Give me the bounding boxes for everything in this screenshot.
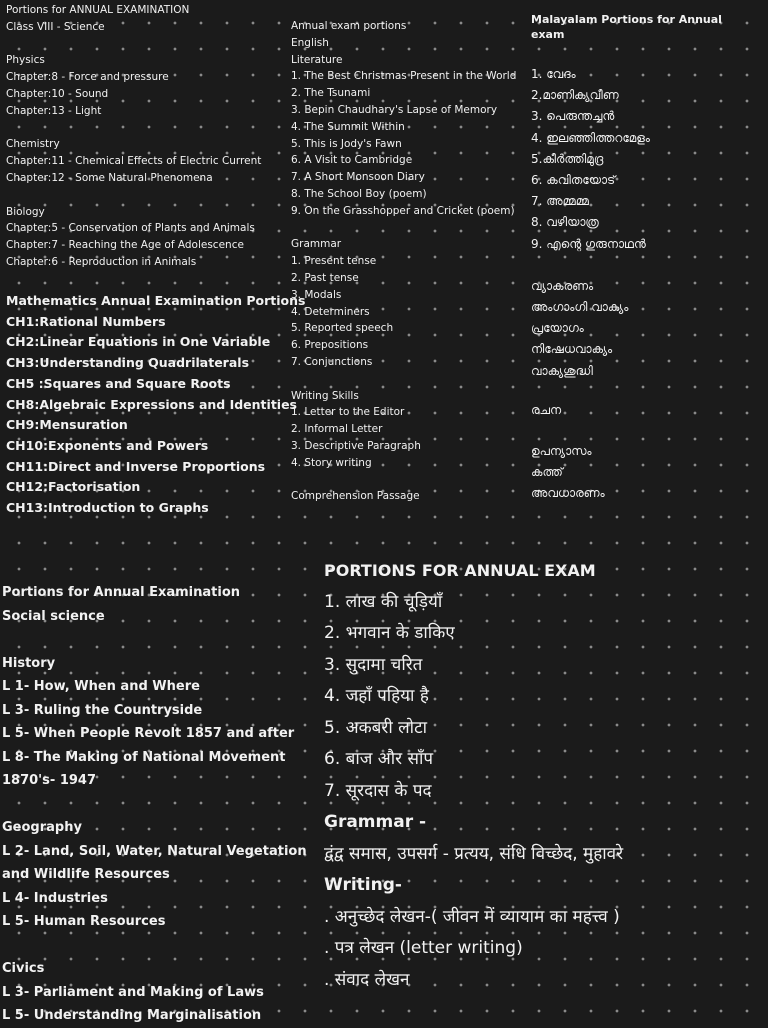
social-line: L 3- Parliament and Making of Laws (2, 984, 264, 1000)
hindi-portions (324, 555, 623, 996)
social-line: L 3- Ruling the Countryside (2, 702, 203, 718)
hindi-item: 7. सूरदास के पद (324, 780, 432, 801)
science-line: Chapter:11 - Chemical Effects of Electric Current (6, 155, 262, 168)
science-title: Portions for ANNUAL EXAMINATION (6, 4, 190, 16)
chemistry-heading: Chemistry (6, 138, 60, 151)
math-line: CH2:Linear Equations in One Variable (6, 334, 271, 350)
malayalam-item: 4. ഇലഞ്ഞിത്തറമേളം (531, 130, 650, 145)
english-line: 4. The Summit Within (291, 120, 405, 133)
malayalam-item: 7. അമ്മമ്മ (531, 194, 589, 209)
malayalam-writing: രചന (531, 402, 562, 417)
science-line: Chapter:10 - Sound (6, 87, 109, 100)
hindi-writing-item: . संवाद लेखन (324, 969, 410, 990)
hindi-writing-item: . पत्र लेखन (letter writing) (324, 938, 523, 958)
malayalam-item: 6. കവിതയോട് (531, 173, 616, 188)
english-line: 6. A Visit to Cambridge (291, 154, 413, 167)
malayalam-grammar: വ്യാകരണം (531, 278, 594, 293)
math-line: CH1:Rational Numbers (6, 313, 166, 329)
english-line: 3. Descriptive Paragraph (291, 439, 421, 452)
biology-heading: Biology (6, 205, 45, 218)
math-line: CH9:Mensuration (6, 417, 128, 433)
science-class: Class VIII - Science (6, 20, 105, 33)
social-title: Portions for Annual Examination (2, 585, 241, 600)
malayalam-item: 5.കീർത്തിമുദ്ര (531, 151, 604, 166)
english-line: 6. Prepositions (291, 339, 369, 352)
social-line: 1870's- 1947 (2, 773, 97, 788)
math-portions (6, 291, 305, 519)
science-line: Chapter:8 - Force and pressure (6, 71, 169, 84)
english-line: 1. Present tense (291, 255, 377, 268)
english-line: 4. Determiners (291, 305, 370, 318)
english-line: 2. The Tsunami (291, 87, 371, 100)
science-line: Chapter:5 - Conservation of Plants and Animals (6, 222, 255, 235)
hindi-grammar-text: द्वंद्व समास, उपसर्ग - प्रत्यय, संधि विच्छेद, मुहावरे (324, 843, 624, 864)
english-line: 7. A Short Monsoon Diary (291, 171, 425, 184)
math-line: CH5 :Squares and Square Roots (6, 375, 231, 391)
math-line: CH3:Understanding Quadrilaterals (6, 355, 250, 371)
english-subject: English (291, 36, 329, 49)
english-line: 2. Informal Letter (291, 423, 383, 436)
civics-heading: Civics (2, 961, 45, 976)
grammar-heading: Grammar (291, 238, 342, 251)
malayalam-writing: ഉപന്യാസം (531, 444, 592, 459)
hindi-title: PORTIONS FOR ANNUAL EXAM (324, 561, 596, 580)
malayalam-writing: അവധാരണം (531, 486, 605, 501)
math-title: Mathematics Annual Examination Portions (6, 293, 306, 308)
math-line: CH11:Direct and Inverse Proportions (6, 458, 266, 474)
english-line: 8. The School Boy (poem) (291, 187, 427, 200)
english-line: 2. Past tense (291, 271, 359, 284)
hindi-item: 5. अकबरी लोटा (324, 717, 428, 738)
english-line: 5. Reported speech (291, 322, 394, 335)
english-line: 5. This is Jody's Fawn (291, 137, 402, 150)
english-line: 3. Modals (291, 288, 342, 301)
comprehension-heading: Comprehension Passage (291, 490, 420, 503)
hindi-item: 1. लाख की चूड़ियाँ (324, 591, 443, 612)
english-title: Annual exam portions (291, 20, 407, 32)
social-line: L 4- Industries (2, 890, 108, 906)
math-line: CH12:Factorisation (6, 479, 141, 495)
science-line: Chapter:13 - Light (6, 104, 102, 117)
history-heading: History (2, 655, 56, 671)
hindi-item: 4. जहाँ पहिया है (324, 686, 429, 706)
social-line: L 2- Land, Soil, Water, Natural Vegetation (2, 843, 307, 859)
social-subject: Social science (2, 608, 105, 624)
malayalam-title-2: exam (531, 28, 565, 41)
english-portions (291, 18, 516, 505)
science-line: Chapter:12 - Some Natural Phenomena (6, 171, 213, 184)
english-line: 4. Story writing (291, 456, 372, 469)
writing-skills-heading: Writing Skills (291, 389, 359, 402)
science-portions (6, 2, 261, 271)
malayalam-writing: കത്ത് (531, 465, 563, 480)
social-line: L 5- Understanding Marginalisation (2, 1008, 262, 1023)
social-line: and Wildlife Resources (2, 867, 170, 882)
hindi-writing-label: Writing- (324, 875, 402, 895)
hindi-item: 6. बाज और साँप (324, 749, 434, 769)
math-line: CH13:Introduction to Graphs (6, 500, 209, 516)
science-line: Chapter:7 - Reaching the Age of Adolescence (6, 239, 244, 252)
malayalam-grammar: അംഗാംഗി വാക്യം (531, 300, 629, 315)
hindi-grammar-label: Grammar - (324, 812, 427, 832)
hindi-writing-item: . अनुच्छेद लेखन-( जीवन में व्यायाम का महत्त्व ) (324, 906, 620, 927)
malayalam-item: 9. എന്റെ ഗുരുനാഥൻ (531, 236, 646, 251)
malayalam-grammar: വാക്യശുദ്ധി (531, 363, 593, 378)
english-line: 1. Letter to the Editor (291, 406, 405, 419)
social-science-portions (2, 581, 307, 1028)
literature-heading: Literature (291, 53, 343, 66)
social-line: L 8- The Making of National Movement (2, 749, 286, 765)
social-line: L 5- When People Revolt 1857 and after (2, 726, 295, 741)
hindi-item: 2. भगवान के डाकिए (324, 623, 455, 643)
math-line: CH8:Algebraic Expressions and Identities (6, 396, 297, 412)
english-line: 7. Conjunctions (291, 355, 373, 368)
english-line: 3. Bepin Chaudhary's Lapse of Memory (291, 103, 498, 116)
hindi-item: 3. सुदामा चरित (324, 654, 423, 675)
social-line: L 1- How, When and Where (2, 679, 200, 694)
math-line: CH10:Exponents and Powers (6, 437, 209, 453)
malayalam-item: 3. പെരുന്തച്ചൻ (531, 109, 615, 124)
malayalam-title: Malayalam Portions for Annual (531, 13, 722, 26)
geography-heading: Geography (2, 820, 82, 835)
social-line: L 5- Human Resources (2, 914, 166, 929)
english-line: 9. On the Grasshopper and Cricket (poem) (291, 204, 515, 217)
malayalam-item: 1. വേദം (531, 67, 576, 81)
physics-heading: Physics (6, 54, 45, 67)
malayalam-item: 2.മാണിക്യവീണ (531, 88, 619, 103)
malayalam-grammar: പ്രയോഗം (531, 321, 584, 336)
malayalam-grammar: നിഷേധവാക്യം (531, 342, 613, 357)
science-line: Chapter:6 - Reproduction in Animals (6, 255, 197, 268)
english-line: 1. The Best Christmas Present in the World (291, 70, 517, 83)
malayalam-item: 8. വഴിയാത്ര (531, 215, 599, 230)
malayalam-portions (531, 12, 722, 505)
